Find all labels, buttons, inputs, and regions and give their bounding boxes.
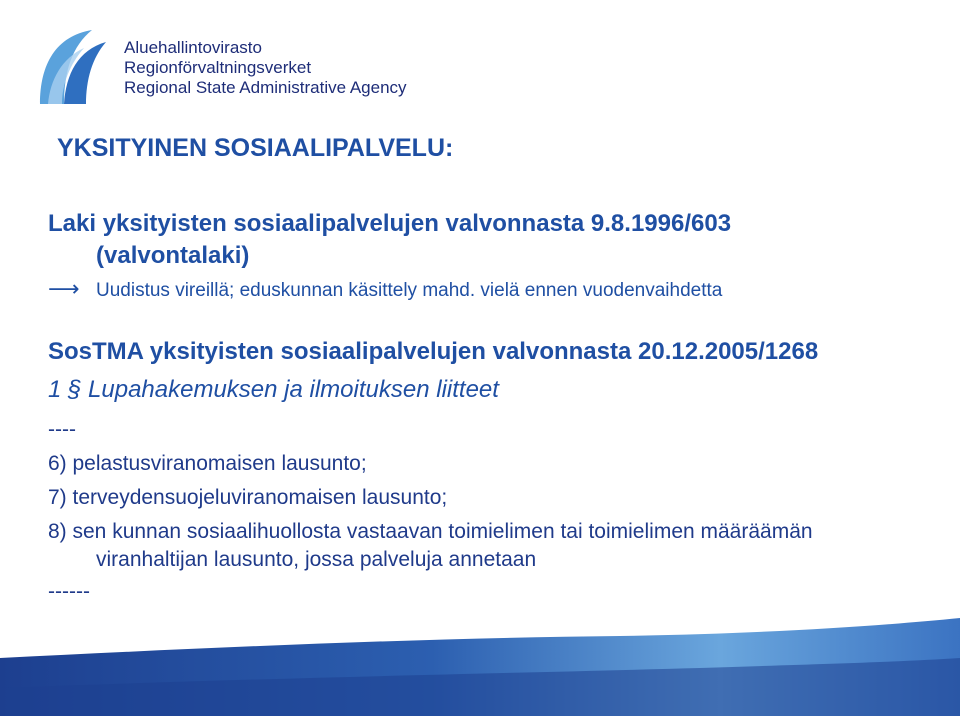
list-item-7: 7) terveydensuojeluviranomaisen lausunto; <box>48 486 448 509</box>
list-item-8-continued: viranhaltijan lausunto, jossa palveluja annetaan <box>96 548 537 571</box>
section-heading: 1 § Lupahakemuksen ja ilmoituksen liitteet <box>48 376 499 403</box>
avi-logo-icon <box>34 24 110 108</box>
ellipsis-bottom: ------ <box>48 580 90 603</box>
slide-title: YKSITYINEN SOSIAALIPALVELU: <box>57 134 454 162</box>
list-item-8: 8) sen kunnan sosiaalihuollosta vastaavan toimielimen tai toimielimen määräämän <box>48 520 813 543</box>
org-name-fi: Aluehallintovirasto <box>124 38 262 57</box>
law-title: Laki yksityisten sosiaalipalvelujen valvonnasta 9.8.1996/603 <box>48 210 732 237</box>
footer-wave-band <box>0 618 960 716</box>
organization-name <box>124 38 407 98</box>
list-item-6: 6) pelastusviranomaisen lausunto; <box>48 452 367 475</box>
decree-title: SosTMA yksityisten sosiaalipalvelujen valvonnasta 20.12.2005/1268 <box>48 338 819 365</box>
org-name-en: Regional State Administrative Agency <box>124 78 407 97</box>
reform-note <box>48 276 722 302</box>
law-abbreviation: (valvontalaki) <box>96 242 250 269</box>
org-name-sv: Regionförvaltningsverket <box>124 58 312 77</box>
arrow-icon: ⟶ <box>48 276 80 301</box>
ellipsis-top: ---- <box>48 418 76 441</box>
law-reference <box>48 208 908 272</box>
reform-note-text: Uudistus vireillä; eduskunnan käsittely mahd. vielä ennen vuodenvaihdetta <box>96 280 723 301</box>
